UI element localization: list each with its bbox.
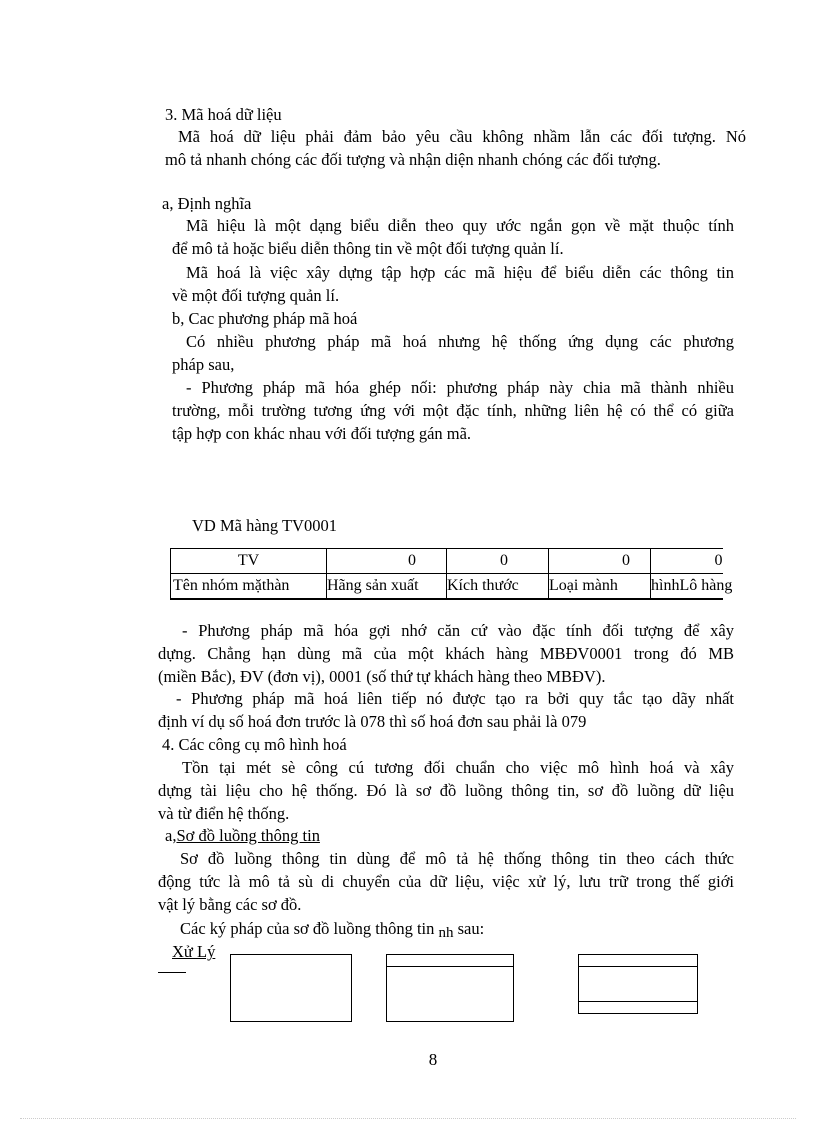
section-3-title: 3. Mã hoá dữ liệu	[165, 105, 282, 124]
code-structure-table	[170, 548, 733, 600]
paragraph-line: mô tả nhanh chóng các đối tượng và nhận diện nhanh chóng các đối tượng.	[165, 150, 661, 169]
notation-prefix: Các ký pháp của sơ đồ luồng thông tin	[180, 919, 435, 938]
box-divider	[387, 966, 513, 967]
paragraph-line: - Phương pháp mã hóa gợi nhớ căn cứ vào đặc tính đối tượng để xây	[182, 621, 734, 640]
paragraph-line: về một đối tượng quản lí.	[172, 286, 340, 305]
box-divider	[579, 966, 697, 967]
paragraph-line: vật lý bằng các sơ đồ.	[158, 895, 302, 914]
code-value-cell: TV	[171, 549, 327, 574]
notation-suffix: sau:	[457, 919, 485, 938]
paragraph-line: pháp sau,	[172, 355, 235, 374]
processing-label: Xử Lý	[172, 942, 216, 961]
box-divider	[579, 1001, 697, 1002]
subsection-4a-title: Sơ đồ luồng thông tin	[176, 826, 320, 845]
example-label: VD Mã hàng TV0001	[192, 516, 337, 535]
notation-intro	[180, 918, 484, 941]
subsection-a-title: a, Định nghĩa	[162, 194, 252, 213]
storage-symbol-box	[578, 954, 698, 1014]
paragraph-line: - Phương pháp mã hoá liên tiếp nó được tạo ra bởi quy tắc tạo dãy nhất	[176, 689, 734, 708]
paragraph-line: - Phương pháp mã hóa ghép nối: phương pháp này chia mã thành nhiều	[186, 378, 734, 397]
code-value-cell: 0	[549, 549, 651, 574]
code-label-cell: Kích thước	[447, 574, 549, 600]
code-label-cell: Hãng sản xuất	[327, 574, 447, 600]
code-label-cell: Loại mành	[549, 574, 651, 600]
paragraph-line: dựng. Chẳng hạn dùng mã của một khách hàng MBĐV0001 trong đó MB	[158, 644, 734, 663]
code-value-cell: 0	[447, 549, 549, 574]
section-4-title: 4. Các công cụ mô hình hoá	[162, 735, 347, 754]
subsection-4a-heading	[165, 825, 320, 847]
code-label-cell: hìnhLô hàng	[651, 574, 723, 600]
paragraph-line: (miền Bắc), ĐV (đơn vị), 0001 (số thứ tự khách hàng theo MBĐV).	[158, 667, 606, 686]
paragraph-line: dựng tài liệu cho hệ thống. Đó là sơ đồ luồng thông tin, sơ đồ luồng dữ liệu	[158, 781, 734, 800]
process-symbol-box	[230, 954, 352, 1022]
paragraph-line: Sơ đồ luồng thông tin dùng để mô tả hệ thống thông tin theo cách thức	[180, 849, 734, 868]
paragraph-line: định ví dụ số hoá đơn trước là 078 thì số hoá đơn sau phải là 079	[158, 712, 587, 731]
paragraph-line: và từ điển hệ thống.	[158, 804, 290, 823]
code-value-cell: 0	[327, 549, 447, 574]
paragraph-line: Mã hoá là việc xây dựng tập hợp các mã hiệu để biểu diễn các thông tin	[186, 263, 734, 282]
page-number: 8	[428, 1050, 438, 1069]
process-symbol-box-with-header	[386, 954, 514, 1022]
paragraph-line: trường, mỗi trường tương ứng với một đặc tính, những liên hệ có thể có giữa	[172, 401, 734, 420]
page-footer-divider	[20, 1118, 796, 1119]
code-values-row	[171, 549, 723, 574]
code-label-cell: Tên nhóm mặthàn	[171, 574, 327, 600]
paragraph-line: động tức là mô tả sù di chuyển của dữ liệu, việc xử lý, lưu trữ trong thế giới	[158, 872, 734, 891]
notation-nh: nh	[438, 925, 454, 941]
subsection-4a-prefix: a,	[165, 826, 177, 845]
processing-underline	[158, 972, 186, 973]
paragraph-line: Mã hiệu là một dạng biểu diễn theo quy ước ngắn gọn về mặt thuộc tính	[186, 216, 734, 235]
paragraph-line: để mô tả hoặc biểu diễn thông tin về một đối tượng quản lí.	[172, 239, 564, 258]
subsection-b-title: b, Cac phương pháp mã hoá	[172, 309, 358, 328]
paragraph-line: Có nhiều phương pháp mã hoá nhưng hệ thống ứng dụng các phương	[186, 332, 734, 351]
paragraph-line: tập hợp con khác nhau với đối tượng gán mã.	[172, 424, 472, 443]
code-value-cell: 0	[651, 549, 723, 574]
paragraph-line: Mã hoá dữ liệu phải đảm bảo yêu cầu không nhầm lẫn các đối tượng. Nó	[178, 127, 746, 146]
code-labels-row	[171, 574, 723, 600]
paragraph-line: Tồn tại mét sè công cú tương đối chuẩn cho việc mô hình hoá và xây	[182, 758, 734, 777]
